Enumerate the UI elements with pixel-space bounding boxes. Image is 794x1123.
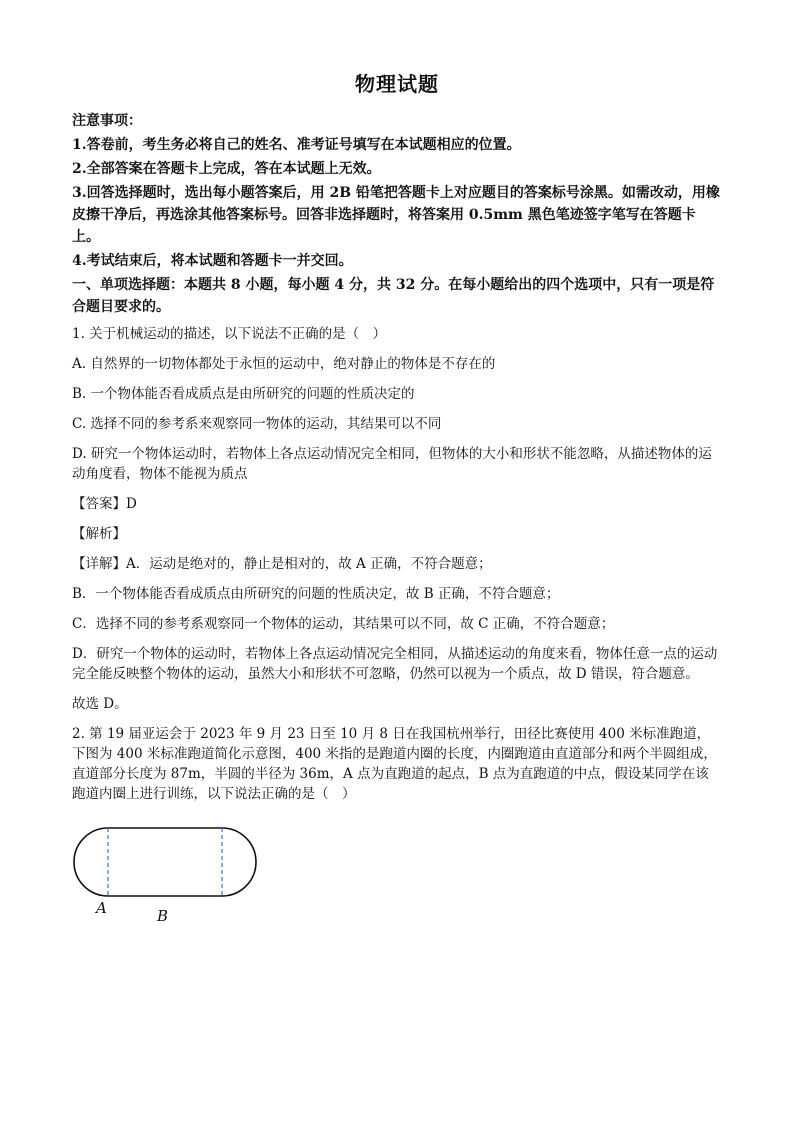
option-a: A. 自然界的一切物体都处于永恒的运动中，绝对静止的物体是不存在的 <box>72 356 496 372</box>
answer-tag: 【答案】 <box>72 496 126 512</box>
detail-c: C．选择不同的参考系观察同一个物体的运动，其结果可以不同，故 C 正确，不符合题意； <box>72 616 615 632</box>
detail-tag: 【详解】 <box>72 556 126 572</box>
conclusion: 故选 D。 <box>72 696 128 712</box>
detail-d: D．研究一个物体的运动时，若物体上各点运动情况完全相同，从描述运动的角度来看，物体任意一点的运动完全能反映整个物体的运动，虽然大小和形状不可忽略，仍然可以视为一个质点，故 D 错误，符合题意。 <box>72 646 718 682</box>
notice-item-2: 2.全部答案在答题卡上完成，答在本试题上无效。 <box>72 161 381 177</box>
option-d: D. 研究一个物体运动时，若物体上各点运动情况完全相同，但物体的大小和形状不能忽略，从描述物体的运动角度看，物体不能视为质点 <box>72 446 712 482</box>
analysis-tag: 【解析】 <box>72 526 126 542</box>
detail-a-text: A．运动是绝对的，静止是相对的，故 A 正确，不符合题意； <box>126 556 492 572</box>
section-heading: 一、单项选择题：本题共 8 小题，每小题 4 分，共 32 分。在每小题给出的四个选项中，只有一项是符合题目要求的。 <box>72 277 715 315</box>
track-diagram <box>72 825 272 925</box>
answer-line <box>72 489 722 519</box>
detail-b: B．一个物体能否看成质点由所研究的问题的性质决定，故 B 正确，不符合题意； <box>72 586 560 602</box>
track-outline <box>74 828 256 896</box>
question-1 <box>72 319 722 719</box>
notice-item-3: 3.回答选择题时，选出每小题答案后，用 2B 铅笔把答题卡上对应题目的答案标号涂黑。如需改动，用橡皮擦干净后，再选涂其他答案标号。回答非选择题时，将答案用 0.5mm 黑色笔迹签字笔写在答题卡上。 <box>72 185 720 245</box>
question-stem: 1. 关于机械运动的描述，以下说法不正确的是（ ） <box>72 326 387 342</box>
page-title: 物理试题 <box>355 72 439 96</box>
notice-heading: 注意事项： <box>72 113 142 129</box>
detail-a <box>72 549 722 579</box>
notice-item-4: 4.考试结束后，将本试题和答题卡一并交回。 <box>72 253 353 269</box>
question-2 <box>72 719 722 929</box>
point-b-label: B <box>157 907 169 925</box>
answer-value: D <box>126 496 137 512</box>
notice-item-1: 1.答卷前，考生务必将自己的姓名、准考证号填写在本试题相应的位置。 <box>72 137 521 153</box>
question-stem: 2. 第 19 届亚运会于 2023 年 9 月 23 日至 10 月 8 日在我国杭州举行，田径比赛使用 400 米标准跑道，下图为 400 米标准跑道简化示意图，400 米指的是跑道内圈的长度，内圈跑道由直道部分和两个半圆组成，直道部分长度为 87m，半圆的半径为 36m，A 点为直跑道的起点，B 点为直跑道的中点，假设某同学在该跑道内圈上进行训练，以下说法正确的是（ ） <box>72 726 717 802</box>
notice-block <box>72 109 722 319</box>
exam-page <box>72 68 722 929</box>
option-b: B. 一个物体能否看成质点是由所研究的问题的性质决定的 <box>72 386 415 402</box>
point-a-label: A <box>96 899 107 917</box>
option-c: C. 选择不同的参考系来观察同一物体的运动，其结果可以不同 <box>72 416 442 432</box>
